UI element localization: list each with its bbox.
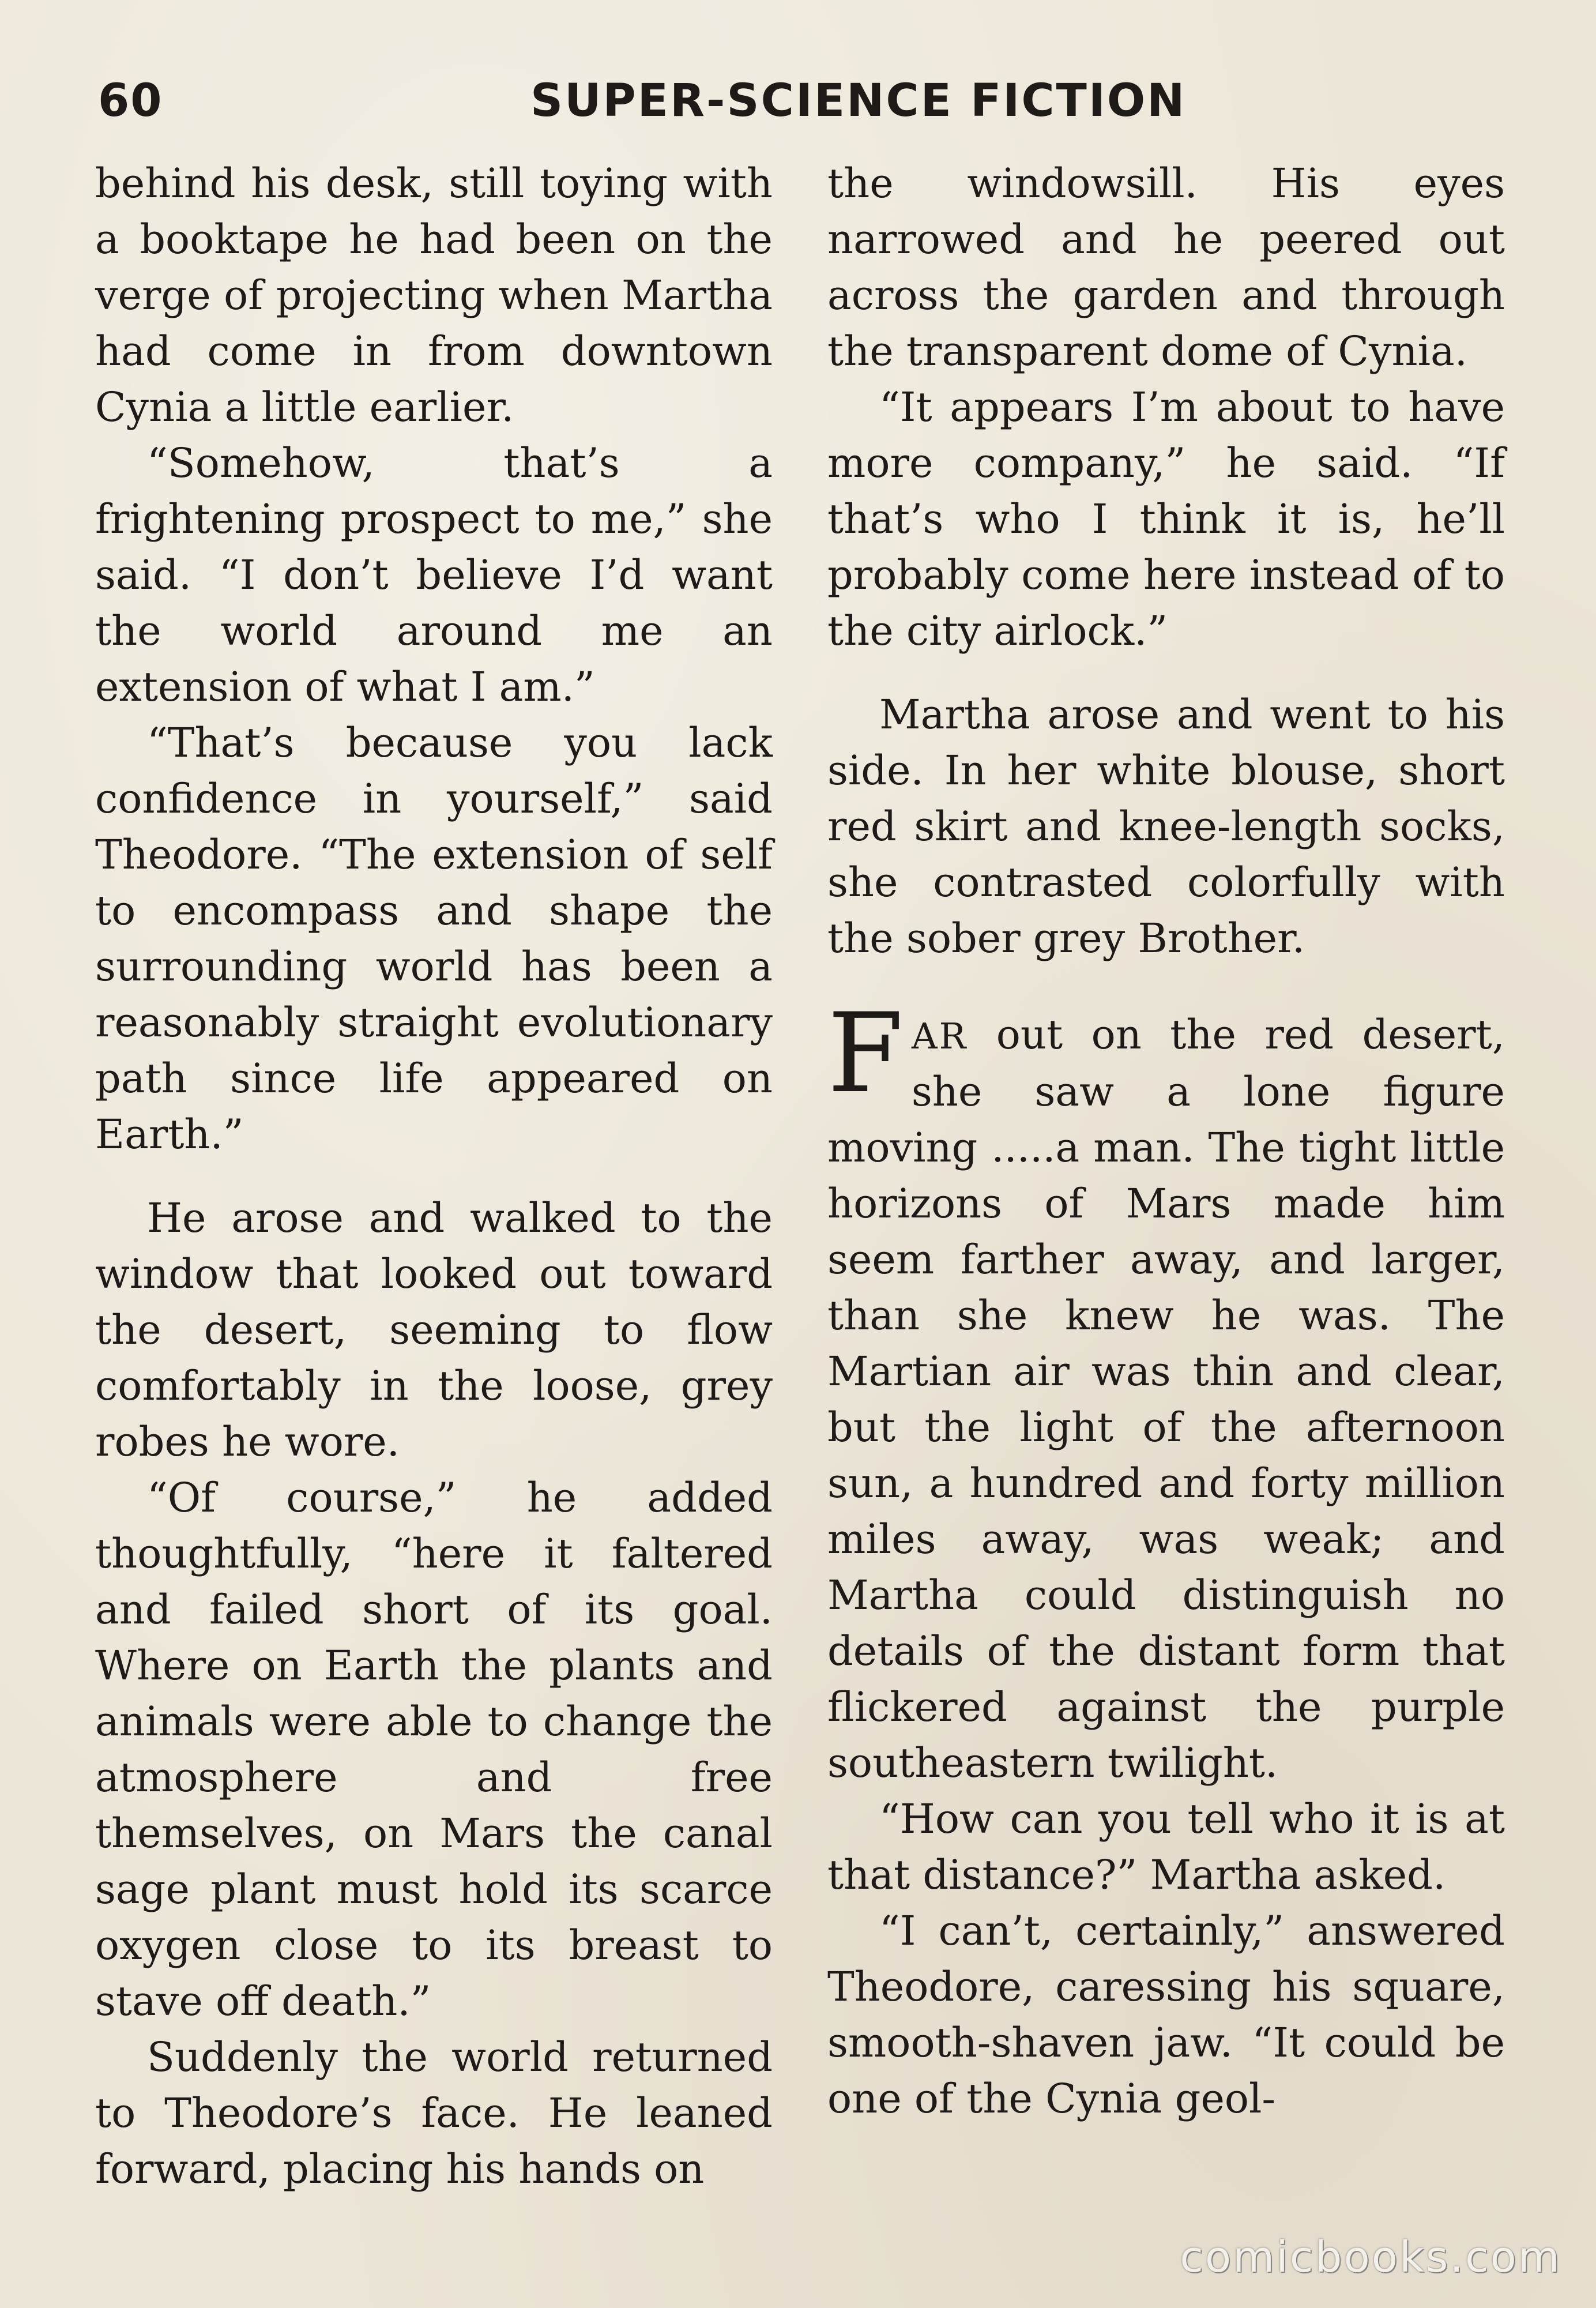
paragraph: the windowsill. His eyes narrowed and he peered out across the garden and through the transparent dome of Cynia. bbox=[827, 160, 1505, 375]
left-column bbox=[95, 156, 773, 2209]
paragraph: “Of course,” he added thoughtfully, “here it faltered and failed short of its goal. Where on Earth the plants and animals were able to change the atmosphere and free themselves, on Mars the canal sage plant must hold its scarce oxygen close to its breast to stave off death.” bbox=[95, 1474, 773, 2025]
watermark: comicbooks.com bbox=[1180, 2232, 1561, 2282]
paragraph: “It appears I’m about to have more company,” he said. “If that’s who I think it is, he’ll probably come here instead of to the city airlock.” bbox=[827, 384, 1505, 655]
page-header bbox=[98, 75, 1505, 138]
running-title: SUPER-SCIENCE FICTION bbox=[530, 75, 1187, 127]
paragraph: Suddenly the world returned to Theodore’s face. He leaned forward, placing his hands on bbox=[95, 2033, 773, 2193]
paragraph: behind his desk, still toying with a booktape he had been on the verge of projecting when Martha had come in from downtown Cynia a little earlier. bbox=[95, 160, 773, 431]
paragraph-text: out on the red desert, she saw a lone figure moving .....a man. The tight little horizons of Mars made him seem farther away, and larger, than she knew he was. The Martian air was thin and clear, but the light of the afternoon sun, a hundred and forty million miles away, was weak; and Martha could distinguish no details of the distant form that flickered against the purple southeastern twilight. bbox=[827, 1011, 1505, 1787]
section-opening-paragraph bbox=[827, 990, 1505, 1791]
small-caps-lead: AR bbox=[911, 1015, 968, 1057]
paragraph: He arose and walked to the window that looked out toward the desert, seeming to flow comfortably in the loose, grey robes he wore. bbox=[95, 1194, 773, 1465]
paragraph: Martha arose and went to his side. In her white blouse, short red skirt and knee-length socks, she contrasted colorfully with the sober grey Brother. bbox=[827, 691, 1505, 962]
paragraph: “That’s because you lack confidence in yourself,” said Theodore. “The extension of self to encompass and shape the surrounding world has been a reasonably straight evolutionary path since life appeared on Earth.” bbox=[95, 719, 773, 1158]
drop-cap: F bbox=[827, 990, 904, 1117]
paragraph: “How can you tell who it is at that distance?” Martha asked. bbox=[827, 1795, 1505, 1899]
right-column bbox=[827, 156, 1505, 2209]
paragraph: “Somehow, that’s a frightening prospect to me,” she said. “I don’t believe I’d want the world around me an extension of what I am.” bbox=[95, 439, 773, 711]
page-number: 60 bbox=[98, 75, 163, 127]
paragraph: “I can’t, certainly,” answered Theodore, caressing his square, smooth-shaven jaw. “It could be one of the Cynia geol- bbox=[827, 1907, 1505, 2122]
